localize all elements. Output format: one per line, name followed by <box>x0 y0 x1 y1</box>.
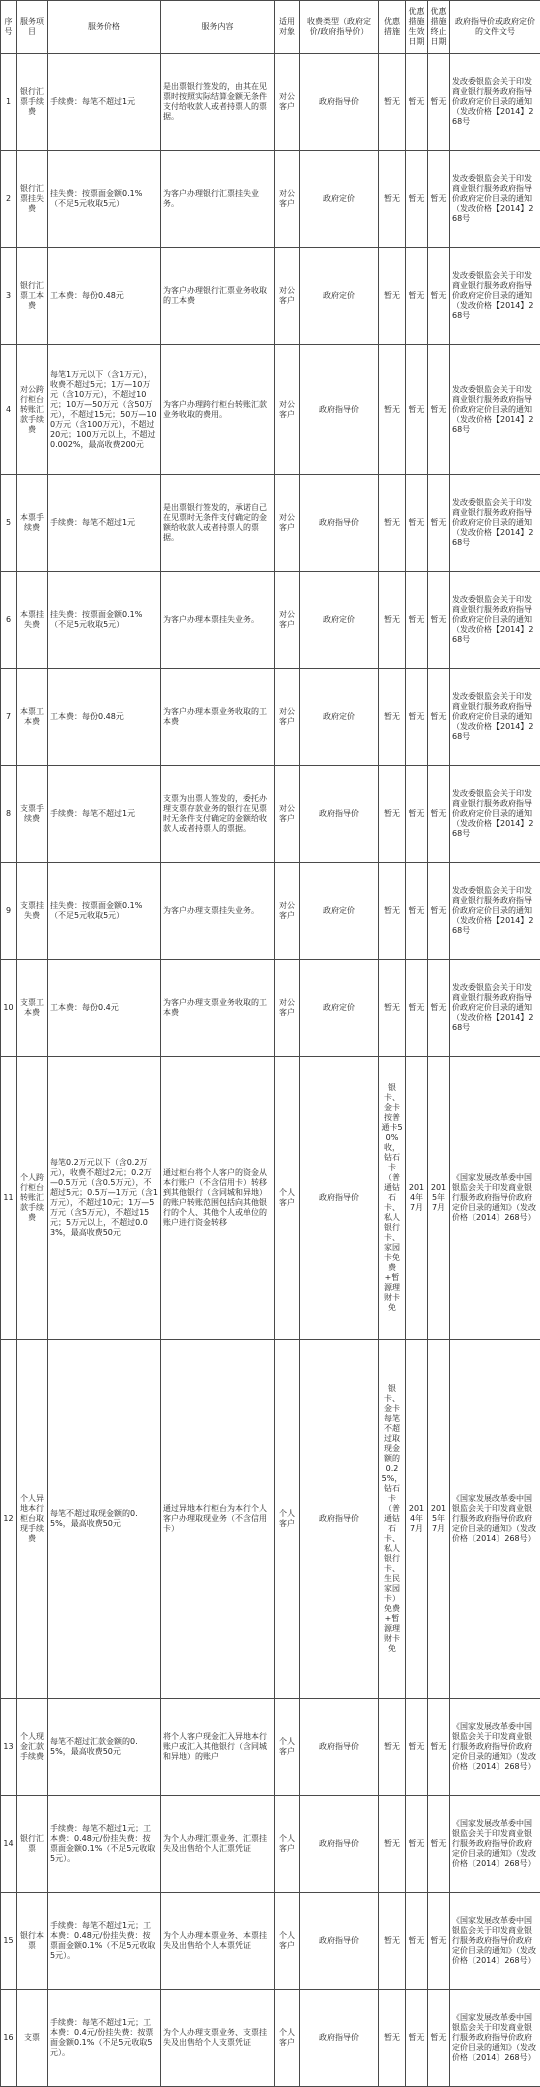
table-row <box>1 960 540 1057</box>
row-target: 对公客户 <box>275 54 300 151</box>
row-no: 8 <box>1 766 17 863</box>
row-price: 工本费：每份0.48元 <box>48 248 161 345</box>
row-price: 手续费：每笔不超过1元；工本费：0.4元/份挂失费：按票面金额0.1%（不足5元收取5元）。 <box>48 1990 161 2087</box>
row-price: 挂失费：按票面金额0.1%（不足5元收取5元） <box>48 572 161 669</box>
row-price: 每笔不超过汇款金额的0.5%，最高收费50元 <box>48 1699 161 1796</box>
row-content: 为客户办理支票挂失业务。 <box>161 863 275 960</box>
row-item: 银行汇票挂失费 <box>17 151 48 248</box>
row-end-date: 暂无 <box>428 54 450 151</box>
row-no: 12 <box>1 1340 17 1699</box>
row-doc: 发改委银监会关于印发商业银行服务政府指导价政府定价目录的通知（发改价格【2014】268号 <box>450 766 540 863</box>
table-row <box>1 345 540 475</box>
row-discount: 银卡、金卡每笔不超过取现金额的0.25%，钻石卡（普通钻石卡、私人银行卡、生民家园卡）免费+暂源理财卡免 <box>379 1340 406 1699</box>
row-item: 个人现金汇款手续费 <box>17 1699 48 1796</box>
row-end-date: 暂无 <box>428 248 450 345</box>
row-price: 挂失费：按票面金额0.1%（不足5元收取5元） <box>48 151 161 248</box>
row-fee-type: 政府指导价 <box>300 54 379 151</box>
row-discount: 银卡、金卡按普通卡50%收，钻石卡（普通钻石卡、私人银行卡、家园卡免费+暂源理财卡免 <box>379 1057 406 1340</box>
table-row <box>1 151 540 248</box>
row-fee-type: 政府指导价 <box>300 1699 379 1796</box>
row-target: 对公客户 <box>275 572 300 669</box>
row-fee-type: 政府指导价 <box>300 345 379 475</box>
row-target: 对公客户 <box>275 669 300 766</box>
row-no: 14 <box>1 1796 17 1893</box>
row-content: 将个人客户现金汇入异地本行账户或汇入其他银行（含同城和异地）的账户 <box>161 1699 275 1796</box>
row-no: 13 <box>1 1699 17 1796</box>
row-doc: 发改委银监会关于印发商业银行服务政府指导价政府定价目录的通知（发改价格【2014】268号 <box>450 345 540 475</box>
row-start-date: 暂无 <box>406 1893 428 1990</box>
row-start-date: 暂无 <box>406 475 428 572</box>
header-start-date: 优惠措施生效日期 <box>406 1 428 54</box>
row-price: 工本费：每份0.48元 <box>48 669 161 766</box>
row-no: 10 <box>1 960 17 1057</box>
row-price: 每笔不超过取现金额的0.5%，最高收费50元 <box>48 1340 161 1699</box>
row-content: 支票为出票人签发的，委托办理支票存款业务的银行在见票时无条件支付确定的金额给收款人或者持票人的票据。 <box>161 766 275 863</box>
row-item: 本票挂失费 <box>17 572 48 669</box>
table-row <box>1 54 540 151</box>
row-discount: 暂无 <box>379 1796 406 1893</box>
row-item: 支票手续费 <box>17 766 48 863</box>
row-item: 个人跨行柜台转账汇款手续费 <box>17 1057 48 1340</box>
row-item: 本票工本费 <box>17 669 48 766</box>
table-row <box>1 248 540 345</box>
row-content: 是出票银行签发的，由其在见票时按照实际结算金额无条件支付给收款人或者持票人的票据。 <box>161 54 275 151</box>
row-target: 对公客户 <box>275 960 300 1057</box>
row-target: 对公客户 <box>275 766 300 863</box>
row-fee-type: 政府指导价 <box>300 1796 379 1893</box>
header-end-date: 优惠措施终止日期 <box>428 1 450 54</box>
row-doc: 发改委银监会关于印发商业银行服务政府指导价政府定价目录的通知（发改价格【2014】268号 <box>450 475 540 572</box>
row-item: 银行汇票手续费 <box>17 54 48 151</box>
row-target: 对公客户 <box>275 863 300 960</box>
row-fee-type: 政府指导价 <box>300 766 379 863</box>
row-price: 每笔0.2万元以下（含0.2万元），收费不超过2元；0.2万—0.5万元（含0.5万元），不超过5元；0.5万—1万元（含1万元），不超过10元；1万—5万元（含5万元），不超过15元；5万元以上，不超过0.03%，最高收费50元 <box>48 1057 161 1340</box>
table-row <box>1 1893 540 1990</box>
row-doc: 《国家发展改革委中国银监会关于印发商业银行服务政府指导价政府定价目录的通知》（发改价格〔2014〕268号） <box>450 1340 540 1699</box>
row-content: 为客户办理本票业务收取的工本费 <box>161 669 275 766</box>
row-content: 通过柜台将个人客户的资金从本行账户（不含信用卡）转移到其他银行（含同城和异地）的账户转账范围包括向其他银行的个人、其他个人或单位的账户进行资金转移 <box>161 1057 275 1340</box>
row-item: 对公跨行柜台转账汇款手续费 <box>17 345 48 475</box>
row-no: 11 <box>1 1057 17 1340</box>
row-content: 为客户办理支票业务收取的工本费 <box>161 960 275 1057</box>
row-doc: 发改委银监会关于印发商业银行服务政府指导价政府定价目录的通知（发改价格【2014】268号 <box>450 863 540 960</box>
row-item: 银行汇票 <box>17 1796 48 1893</box>
row-start-date: 暂无 <box>406 766 428 863</box>
row-discount: 暂无 <box>379 766 406 863</box>
row-end-date: 暂无 <box>428 1893 450 1990</box>
row-doc: 发改委银监会关于印发商业银行服务政府指导价政府定价目录的通知（发改价格【2014】268号 <box>450 669 540 766</box>
row-fee-type: 政府定价 <box>300 960 379 1057</box>
row-no: 5 <box>1 475 17 572</box>
row-content: 是出票银行签发的，承诺自己在见票时无条件支付确定的金额给收款人或者持票人的票据。 <box>161 475 275 572</box>
row-start-date: 暂无 <box>406 1699 428 1796</box>
row-doc: 发改委银监会关于印发商业银行服务政府指导价政府定价目录的通知（发改价格【2014】268号 <box>450 248 540 345</box>
row-target: 个人客户 <box>275 1893 300 1990</box>
row-price: 挂失费：按票面金额0.1%（不足5元收取5元） <box>48 863 161 960</box>
row-fee-type: 政府定价 <box>300 669 379 766</box>
row-end-date: 暂无 <box>428 766 450 863</box>
row-fee-type: 政府指导价 <box>300 1057 379 1340</box>
header-content: 服务内容 <box>161 1 275 54</box>
row-start-date: 2014年7月 <box>406 1340 428 1699</box>
row-doc: 发改委银监会关于印发商业银行服务政府指导价政府定价目录的通知（发改价格【2014】268号 <box>450 151 540 248</box>
row-doc: 《国家发展改革委中国银监会关于印发商业银行服务政府指导价政府定价目录的通知》（发改价格〔2014〕268号） <box>450 1057 540 1340</box>
row-start-date: 2014年7月 <box>406 1057 428 1340</box>
row-end-date: 暂无 <box>428 572 450 669</box>
header-price: 服务价格 <box>48 1 161 54</box>
row-price: 手续费：每笔不超过1元 <box>48 54 161 151</box>
header-doc: 政府指导价或政府定价的文件文号 <box>450 1 540 54</box>
row-fee-type: 政府指导价 <box>300 1990 379 2087</box>
row-end-date: 暂无 <box>428 345 450 475</box>
row-price: 手续费：每笔不超过1元；工本费：0.48元/份挂失费：按票面金额0.1%（不足5元收取5元）。 <box>48 1893 161 1990</box>
row-start-date: 暂无 <box>406 863 428 960</box>
row-price: 手续费：每笔不超过1元 <box>48 475 161 572</box>
row-fee-type: 政府定价 <box>300 572 379 669</box>
row-start-date: 暂无 <box>406 151 428 248</box>
row-discount: 暂无 <box>379 669 406 766</box>
row-fee-type: 政府指导价 <box>300 1893 379 1990</box>
row-no: 3 <box>1 248 17 345</box>
row-content: 为个人办理本票业务、本票挂失及出售给个人本票凭证 <box>161 1893 275 1990</box>
row-target: 个人客户 <box>275 1796 300 1893</box>
header-no: 序号 <box>1 1 17 54</box>
table-row <box>1 475 540 572</box>
row-item: 支票挂失费 <box>17 863 48 960</box>
row-end-date: 暂无 <box>428 863 450 960</box>
row-doc: 《国家发展改革委中国银监会关于印发商业银行服务政府指导价政府定价目录的通知》（发改价格〔2014〕268号） <box>450 1990 540 2087</box>
row-doc: 发改委银监会关于印发商业银行服务政府指导价政府定价目录的通知（发改价格【2014】268号 <box>450 54 540 151</box>
row-start-date: 暂无 <box>406 54 428 151</box>
row-item: 银行汇票工本费 <box>17 248 48 345</box>
row-item: 支票工本费 <box>17 960 48 1057</box>
header-item: 服务项目 <box>17 1 48 54</box>
row-item: 个人异地本行柜台取现手续费 <box>17 1340 48 1699</box>
row-content: 为个人办理支票业务、支票挂失及出售给个人支票凭证 <box>161 1990 275 2087</box>
row-content: 通过异地本行柜台为本行个人客户办理取现业务（不含信用卡） <box>161 1340 275 1699</box>
row-no: 1 <box>1 54 17 151</box>
row-target: 对公客户 <box>275 151 300 248</box>
row-target: 对公客户 <box>275 475 300 572</box>
table-row <box>1 1990 540 2087</box>
row-discount: 暂无 <box>379 1699 406 1796</box>
row-discount: 暂无 <box>379 248 406 345</box>
row-doc: 《国家发展改革委中国银监会关于印发商业银行服务政府指导价政府定价目录的通知》（发改价格〔2014〕268号） <box>450 1796 540 1893</box>
row-end-date: 2015年7月 <box>428 1057 450 1340</box>
row-discount: 暂无 <box>379 151 406 248</box>
row-fee-type: 政府定价 <box>300 248 379 345</box>
row-doc: 《国家发展改革委中国银监会关于印发商业银行服务政府指导价政府定价目录的通知》（发改价格〔2014〕268号） <box>450 1893 540 1990</box>
row-start-date: 暂无 <box>406 960 428 1057</box>
row-doc: 发改委银监会关于印发商业银行服务政府指导价政府定价目录的通知（发改价格【2014】268号 <box>450 572 540 669</box>
row-price: 手续费：每笔不超过1元 <box>48 766 161 863</box>
row-end-date: 暂无 <box>428 669 450 766</box>
table-row <box>1 1699 540 1796</box>
row-no: 6 <box>1 572 17 669</box>
row-price: 工本费：每份0.4元 <box>48 960 161 1057</box>
header-discount: 优惠措施 <box>379 1 406 54</box>
row-doc: 《国家发展改革委中国银监会关于印发商业银行服务政府指导价政府定价目录的通知》（发改价格〔2014〕268号） <box>450 1699 540 1796</box>
row-content: 为客户办理银行汇票业务收取的工本费 <box>161 248 275 345</box>
row-end-date: 暂无 <box>428 475 450 572</box>
row-target: 对公客户 <box>275 345 300 475</box>
row-end-date: 暂无 <box>428 1796 450 1893</box>
row-start-date: 暂无 <box>406 345 428 475</box>
table-row <box>1 1057 540 1340</box>
row-no: 4 <box>1 345 17 475</box>
row-price: 每笔1万元以下（含1万元），收费不超过5元；1万—10万元（含10万元），不超过10元；10万—50万元（含50万元），不超过15元；50万—100万元（含100万元），不超过20元；100万元以上，不超过0.002%，最高收费200元 <box>48 345 161 475</box>
row-end-date: 2015年7月 <box>428 1340 450 1699</box>
header-target: 适用对象 <box>275 1 300 54</box>
row-discount: 暂无 <box>379 1893 406 1990</box>
row-discount: 暂无 <box>379 475 406 572</box>
row-no: 2 <box>1 151 17 248</box>
row-end-date: 暂无 <box>428 151 450 248</box>
row-no: 9 <box>1 863 17 960</box>
row-content: 为个人办理汇票业务、汇票挂失及出售给个人汇票凭证 <box>161 1796 275 1893</box>
row-fee-type: 政府指导价 <box>300 1340 379 1699</box>
row-target: 个人客户 <box>275 1057 300 1340</box>
row-item: 本票手续费 <box>17 475 48 572</box>
row-start-date: 暂无 <box>406 248 428 345</box>
row-target: 个人客户 <box>275 1340 300 1699</box>
row-end-date: 暂无 <box>428 960 450 1057</box>
row-fee-type: 政府定价 <box>300 863 379 960</box>
row-start-date: 暂无 <box>406 572 428 669</box>
row-discount: 暂无 <box>379 572 406 669</box>
row-no: 15 <box>1 1893 17 1990</box>
row-target: 个人客户 <box>275 1699 300 1796</box>
row-item: 支票 <box>17 1990 48 2087</box>
row-target: 对公客户 <box>275 248 300 345</box>
row-content: 为客户办理本票挂失业务。 <box>161 572 275 669</box>
row-target: 个人客户 <box>275 1990 300 2087</box>
header-fee-type: 收费类型（政府定价/政府指导价） <box>300 1 379 54</box>
row-fee-type: 政府指导价 <box>300 475 379 572</box>
row-fee-type: 政府定价 <box>300 151 379 248</box>
row-discount: 暂无 <box>379 960 406 1057</box>
table-row <box>1 863 540 960</box>
row-start-date: 暂无 <box>406 1796 428 1893</box>
row-end-date: 暂无 <box>428 1990 450 2087</box>
table-row <box>1 766 540 863</box>
row-discount: 暂无 <box>379 863 406 960</box>
row-start-date: 暂无 <box>406 1990 428 2087</box>
table-row <box>1 669 540 766</box>
row-item: 银行本票 <box>17 1893 48 1990</box>
row-discount: 暂无 <box>379 1990 406 2087</box>
row-no: 7 <box>1 669 17 766</box>
row-end-date: 暂无 <box>428 1699 450 1796</box>
row-content: 为客户办理银行汇票挂失业务。 <box>161 151 275 248</box>
row-content: 为客户办理跨行柜台转账汇款业务收取的费用。 <box>161 345 275 475</box>
table-row <box>1 1340 540 1699</box>
row-discount: 暂无 <box>379 345 406 475</box>
row-no: 16 <box>1 1990 17 2087</box>
row-price: 手续费：每笔不超过1元；工本费：0.48元/份挂失费：按票面金额0.1%（不足5元收取5元）。 <box>48 1796 161 1893</box>
table-header-row <box>1 1 540 54</box>
row-discount: 暂无 <box>379 54 406 151</box>
row-start-date: 暂无 <box>406 669 428 766</box>
table-row <box>1 1796 540 1893</box>
table-row <box>1 572 540 669</box>
row-doc: 发改委银监会关于印发商业银行服务政府指导价政府定价目录的通知（发改价格【2014】268号 <box>450 960 540 1057</box>
